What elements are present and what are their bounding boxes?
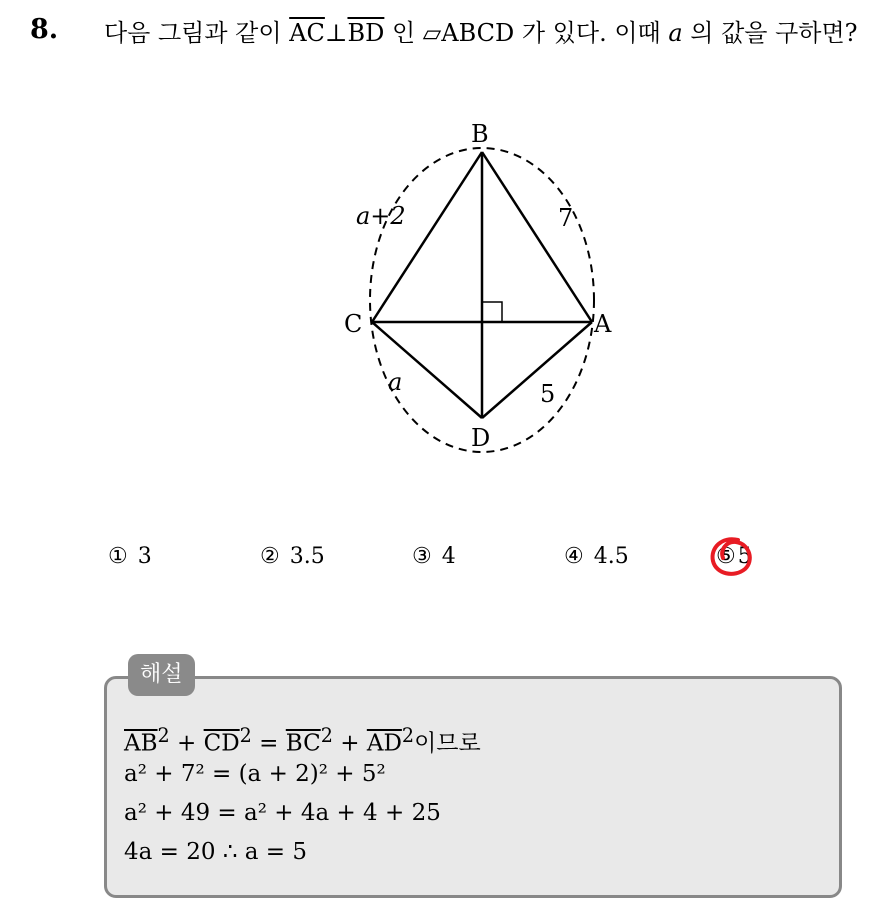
choice-3-number: ③	[412, 544, 432, 569]
solution-line-1-suffix: 이므로	[414, 730, 481, 757]
edge-da	[482, 322, 592, 418]
vertex-c-label: C	[344, 310, 363, 338]
choice-2[interactable]	[260, 540, 325, 574]
seg-ad: $\overline{AD}$	[366, 730, 402, 757]
seg-cd: $\overline{CD}$	[203, 730, 240, 757]
vertex-b-label: B	[471, 120, 489, 148]
question-number: 8.	[30, 14, 59, 45]
choice-3-value: 4	[441, 544, 456, 569]
seg-bc: $\overline{BC}$	[285, 730, 321, 757]
edge-cd-label: a	[388, 368, 403, 396]
choice-1-number: ①	[108, 544, 128, 569]
choice-4[interactable]	[564, 540, 629, 574]
vertex-a-label: A	[594, 310, 612, 338]
choice-5-marked	[716, 540, 738, 574]
choice-1-value: 3	[137, 544, 152, 569]
choice-2-number: ②	[260, 544, 280, 569]
choice-2-value: 3.5	[289, 544, 325, 569]
question-text	[104, 14, 864, 52]
question-end: 의 값을 구하면?	[682, 19, 858, 47]
edge-ba	[482, 152, 592, 322]
choice-4-number: ④	[564, 544, 584, 569]
edge-da-label: 5	[540, 380, 556, 408]
choice-5-value: 5	[737, 544, 752, 569]
solution-line-2: a² + 7² = (a + 2)² + 5²	[124, 761, 386, 787]
solution-lines	[124, 716, 824, 872]
edge-bc	[372, 152, 482, 322]
choice-3[interactable]	[412, 540, 456, 574]
variable-a: a	[668, 19, 683, 47]
question-intro: 다음 그림과 같이	[104, 19, 290, 47]
choice-4-value: 4.5	[593, 544, 629, 569]
choice-1[interactable]	[108, 540, 152, 574]
seg-ab: $\overline{AB}$	[124, 730, 158, 757]
edge-ba-label: 7	[558, 204, 574, 232]
choice-5[interactable]	[716, 540, 752, 574]
solution-line-1: $\overline{AB}^2 + \overline{CD}^2 = \overline{BC}^2 + \overline{AD}^2$이므로	[124, 724, 481, 757]
segment-bd: $\overline{BD}$	[347, 19, 385, 47]
question-middle: 인 ▱ABCD 가 있다. 이때	[384, 19, 669, 47]
choice-5-number: ⑤	[716, 544, 736, 569]
answer-choices	[108, 540, 808, 576]
solution-line-3: a² + 49 = a² + 4a + 4 + 25	[124, 800, 441, 826]
solution-tag: 해설	[128, 654, 195, 696]
segment-ac: $\overline{AC}$	[289, 19, 325, 47]
vertex-d-label: D	[471, 424, 491, 452]
figure-svg	[330, 110, 650, 470]
quadrilateral-figure	[330, 110, 650, 470]
perpendicular-symbol: ⊥	[324, 19, 348, 47]
edge-bc-label: a+2	[356, 202, 406, 230]
solution-line-4: 4a = 20 ∴ a = 5	[124, 839, 308, 865]
answer-circle-mark	[708, 534, 754, 580]
right-angle-mark	[482, 302, 502, 322]
